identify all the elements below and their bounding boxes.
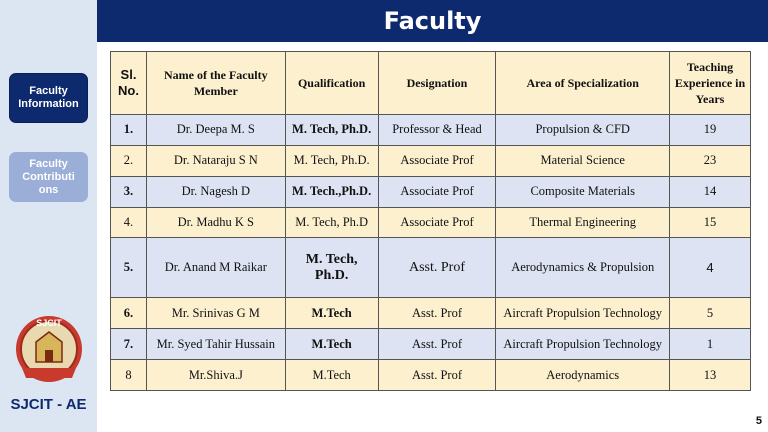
cell-sl: 8 <box>111 360 147 391</box>
cell-area: Aircraft Propulsion Technology <box>496 329 670 360</box>
cell-experience: 15 <box>670 207 751 238</box>
cell-qualification: M.Tech <box>285 298 378 329</box>
cell-sl: 3. <box>111 176 147 207</box>
table-row <box>111 238 751 298</box>
cell-sl: 5. <box>111 238 147 298</box>
column-header-experience: Teaching Experience in Years <box>670 52 751 115</box>
cell-area: Thermal Engineering <box>496 207 670 238</box>
cell-experience: 5 <box>670 298 751 329</box>
faculty-information-button[interactable] <box>9 73 88 123</box>
cell-sl: 1. <box>111 115 147 146</box>
cell-sl: 2. <box>111 145 147 176</box>
cell-designation: Associate Prof <box>378 145 496 176</box>
cell-area: Aerodynamics & Propulsion <box>496 238 670 298</box>
cell-designation: Asst. Prof <box>378 360 496 391</box>
college-logo-icon <box>14 312 84 386</box>
cell-designation: Asst. Prof <box>378 298 496 329</box>
table-header-row <box>111 52 751 115</box>
cell-name: Dr. Nataraju S N <box>146 145 285 176</box>
cell-sl: 4. <box>111 207 147 238</box>
cell-name: Dr. Anand M Raikar <box>146 238 285 298</box>
column-header-area: Area of Specialization <box>496 52 670 115</box>
column-header-designation: Designation <box>378 52 496 115</box>
cell-experience: 19 <box>670 115 751 146</box>
cell-area: Material Science <box>496 145 670 176</box>
cell-experience: 4 <box>670 238 751 298</box>
cell-qualification: M. Tech, Ph.D. <box>285 238 378 298</box>
cell-area: Aerodynamics <box>496 360 670 391</box>
table-row <box>111 298 751 329</box>
table-row <box>111 360 751 391</box>
table-row <box>111 145 751 176</box>
cell-qualification: M. Tech, Ph.D. <box>285 145 378 176</box>
cell-designation: Asst. Prof <box>378 238 496 298</box>
cell-qualification: M.Tech <box>285 360 378 391</box>
table-row <box>111 176 751 207</box>
table-row <box>111 329 751 360</box>
cell-name: Dr. Deepa M. S <box>146 115 285 146</box>
faculty-information-label: Faculty Information <box>18 85 79 110</box>
cell-qualification: M.Tech <box>285 329 378 360</box>
cell-name: Dr. Nagesh D <box>146 176 285 207</box>
cell-name: Dr. Madhu K S <box>146 207 285 238</box>
page-number: 5 <box>755 415 762 427</box>
cell-name: Mr. Syed Tahir Hussain <box>146 329 285 360</box>
svg-text:SJCIT: SJCIT <box>36 318 62 328</box>
table-row <box>111 207 751 238</box>
cell-area: Composite Materials <box>496 176 670 207</box>
cell-experience: 1 <box>670 329 751 360</box>
cell-qualification: M. Tech.,Ph.D. <box>285 176 378 207</box>
cell-designation: Associate Prof <box>378 207 496 238</box>
column-header-qualification: Qualification <box>285 52 378 115</box>
cell-designation: Professor & Head <box>378 115 496 146</box>
cell-name: Mr. Srinivas G M <box>146 298 285 329</box>
sidebar <box>0 0 97 432</box>
cell-designation: Associate Prof <box>378 176 496 207</box>
table-row <box>111 115 751 146</box>
cell-area: Propulsion & CFD <box>496 115 670 146</box>
column-header-sl: Sl. No. <box>111 52 147 115</box>
column-header-name: Name of the Faculty Member <box>146 52 285 115</box>
college-name: SJCIT - AE <box>10 396 87 413</box>
cell-name: Mr.Shiva.J <box>146 360 285 391</box>
faculty-contributions-button[interactable] <box>9 152 88 202</box>
cell-area: Aircraft Propulsion Technology <box>496 298 670 329</box>
cell-qualification: M. Tech, Ph.D. <box>285 115 378 146</box>
cell-experience: 23 <box>670 145 751 176</box>
cell-sl: 6. <box>111 298 147 329</box>
cell-qualification: M. Tech, Ph.D <box>285 207 378 238</box>
faculty-table <box>110 51 751 391</box>
cell-sl: 7. <box>111 329 147 360</box>
cell-experience: 14 <box>670 176 751 207</box>
cell-designation: Asst. Prof <box>378 329 496 360</box>
cell-experience: 13 <box>670 360 751 391</box>
faculty-contributions-label: Faculty Contributi ons <box>22 157 75 196</box>
page-title: Faculty <box>97 0 768 42</box>
